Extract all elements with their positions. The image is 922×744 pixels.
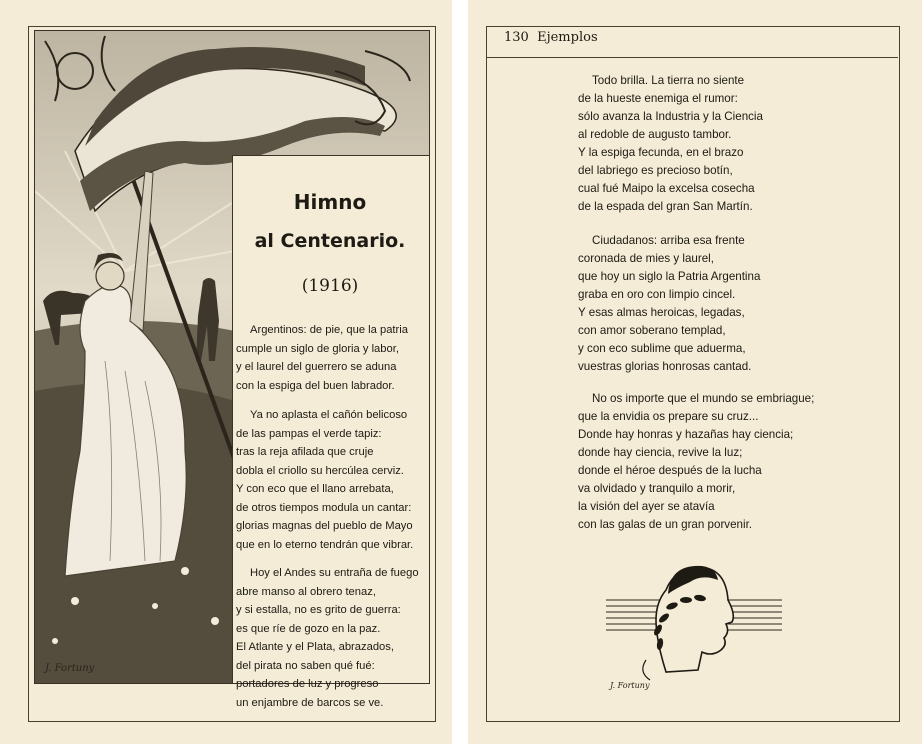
verse-line: vuestras glorias honrosas cantad. [578, 360, 752, 373]
verse-line: tras la reja afilada que cruje [236, 446, 374, 458]
laureled-head-vignette [606, 560, 782, 696]
header-rule [486, 57, 898, 58]
right-stanza-1 [578, 72, 878, 216]
verse-line: y con eco sublime que aduerma, [578, 342, 746, 355]
verse-line: glorias magnas del pueblo de Mayo [236, 520, 413, 532]
verse-line: donde el héroe después de la lucha [578, 464, 762, 477]
verse-line: y si estalla, no es grito de guerra: [236, 604, 401, 616]
verse-line: del labriego es precioso botín, [578, 164, 733, 177]
verse-line: es que ríe de gozo en la paz. [236, 622, 381, 635]
verse-line: Argentinos: de pie, que la patria [250, 324, 408, 336]
right-stanza-3 [578, 390, 878, 534]
verse-line: que la envidia os prepare su cruz... [578, 410, 759, 423]
verse-line: del pirata no saben qué fué: [236, 659, 375, 672]
verse-line: un enjambre de barcos se ve. [236, 696, 384, 709]
verse-line: de la hueste enemiga el rumor: [578, 92, 738, 105]
verse-line: coronada de mies y laurel, [578, 252, 714, 265]
verse-line: Donde hay honras y hazañas hay ciencia; [578, 428, 794, 441]
verse-line: de las pampas el verde tapiz: [236, 427, 382, 440]
verse-line: Y con eco que el llano arrebata, [236, 483, 394, 495]
verse-line: al redoble de augusto tambor. [578, 128, 732, 141]
poem-title-line2: al Centenario. [254, 230, 406, 252]
running-head [504, 30, 598, 45]
verse-line: cual fué Maipo la excelsa cosecha [578, 182, 755, 195]
verse-line: la visión del ayer se atavía [578, 500, 715, 513]
page-number: 130 [504, 30, 529, 45]
verse-line: de la espada del gran San Martín. [578, 200, 753, 213]
verse-line: El Atlante y el Plata, abrazados, [236, 641, 394, 653]
verse-line: donde hay ciencia, revive la luz; [578, 446, 743, 459]
verse-line: Y esas almas heroicas, legadas, [578, 306, 745, 319]
verse-line: con las galas de un gran porvenir. [578, 518, 753, 531]
verse-line: Ya no aplasta el cañón belicoso [250, 409, 408, 421]
verse-line: con la espiga del buen labrador. [236, 379, 395, 392]
verse-line: Y la espiga fecunda, en el brazo [578, 146, 744, 159]
verse-line: cumple un siglo de gloria y labor, [236, 342, 399, 355]
book-gutter [452, 0, 468, 744]
verse-line: Ciudadanos: arriba esa frente [592, 234, 745, 247]
left-stanza-2 [236, 406, 432, 554]
poem-title-line1: Himno [293, 190, 367, 214]
verse-line: que en lo eterno tendrán que vibrar. [236, 538, 414, 551]
verse-line: graba en oro con limpio cincel. [578, 288, 736, 301]
verse-line: portadores de luz y progreso [236, 678, 379, 690]
verse-line: que hoy un siglo la Patria Argentina [578, 270, 761, 283]
verse-line: y el laurel del guerrero se aduna [236, 361, 397, 373]
verse-line: abre manso al obrero tenaz, [236, 585, 376, 598]
verse-line: Todo brilla. La tierra no siente [592, 74, 745, 87]
running-head-title: Ejemplos [537, 30, 598, 45]
poem-year: (1916) [301, 276, 359, 296]
left-stanza-1 [236, 321, 432, 395]
verse-line: dobla el criollo su hercúlea cerviz. [236, 464, 404, 477]
verse-line: No os importe que el mundo se embriague; [592, 392, 815, 405]
svg-text:J. Fortuny: J. Fortuny [45, 663, 95, 674]
verse-line: de otros tiempos modula un cantar: [236, 501, 412, 514]
verse-line: con amor soberano templad, [578, 324, 726, 337]
verse-line: va olvidado y tranquilo a morir, [578, 482, 736, 495]
verse-line: Hoy el Andes su entraña de fuego [250, 567, 419, 579]
verse-line: sólo avanza la Industria y la Ciencia [578, 110, 763, 123]
right-stanza-2 [578, 232, 878, 376]
left-stanza-3 [236, 564, 432, 712]
svg-text:J. Fortuny: J. Fortuny [610, 681, 650, 690]
